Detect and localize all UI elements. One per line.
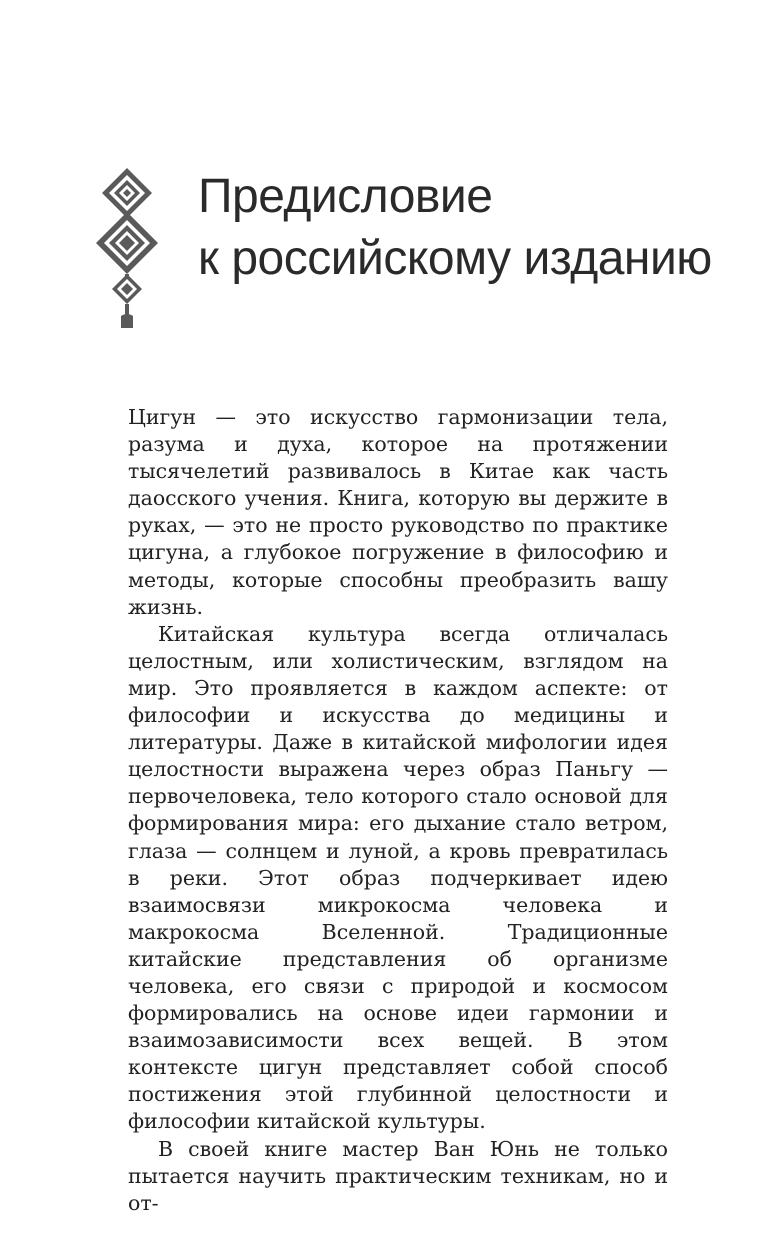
- paragraph-2: Китайская культура всегда отличалась целостным, или холистическим, взглядом на мир. Это проявляется в каждом аспекте: от философии и искусства до медицины и литературы. Даже в китайской мифологии идея целостности выражена через образ Паньгу — первочеловека, тело которого стало основой для формирования мира: его дыхание стало ветром, глаза — солнцем и луной, а кровь превратилась в реки. Этот образ подчеркивает идею взаимосвязи микрокосма человека и макрокосма Вселенной. Традиционные китайские представления об организме человека, его связи с природой и космосом формировались на основе идеи гармонии и взаимозависимости всех вещей. В этом контексте цигун представляет собой способ постижения этой глубинной целостности и философии китайской культуры.: [128, 621, 668, 1134]
- bottom-diamond-icon: [112, 274, 142, 304]
- paragraph-3: В своей книге мастер Ван Юнь не только пытается научить практическим техникам, но и от-: [128, 1136, 668, 1215]
- body-text: [128, 404, 668, 1217]
- chapter-title: [198, 166, 712, 290]
- chapter-title-line-1: Предисловие: [198, 170, 493, 223]
- paragraph-1: Цигун — это искусство гармонизации тела, разума и духа, которое на протяжении тысячелетий развивалось в Китае как часть даосского учения. Книга, которую вы держите в руках, — это не просто руководство по практике цигуна, а глубокое погружение в философию и методы, которые способны преобразить вашу жизнь.: [128, 405, 668, 619]
- middle-diamond-icon: [96, 212, 158, 274]
- pendant-tassel-icon: [121, 314, 133, 328]
- chapter-ornament-icon: [96, 168, 158, 330]
- chapter-title-line-2: к российскому изданию: [198, 232, 712, 285]
- top-diamond-icon: [102, 168, 152, 218]
